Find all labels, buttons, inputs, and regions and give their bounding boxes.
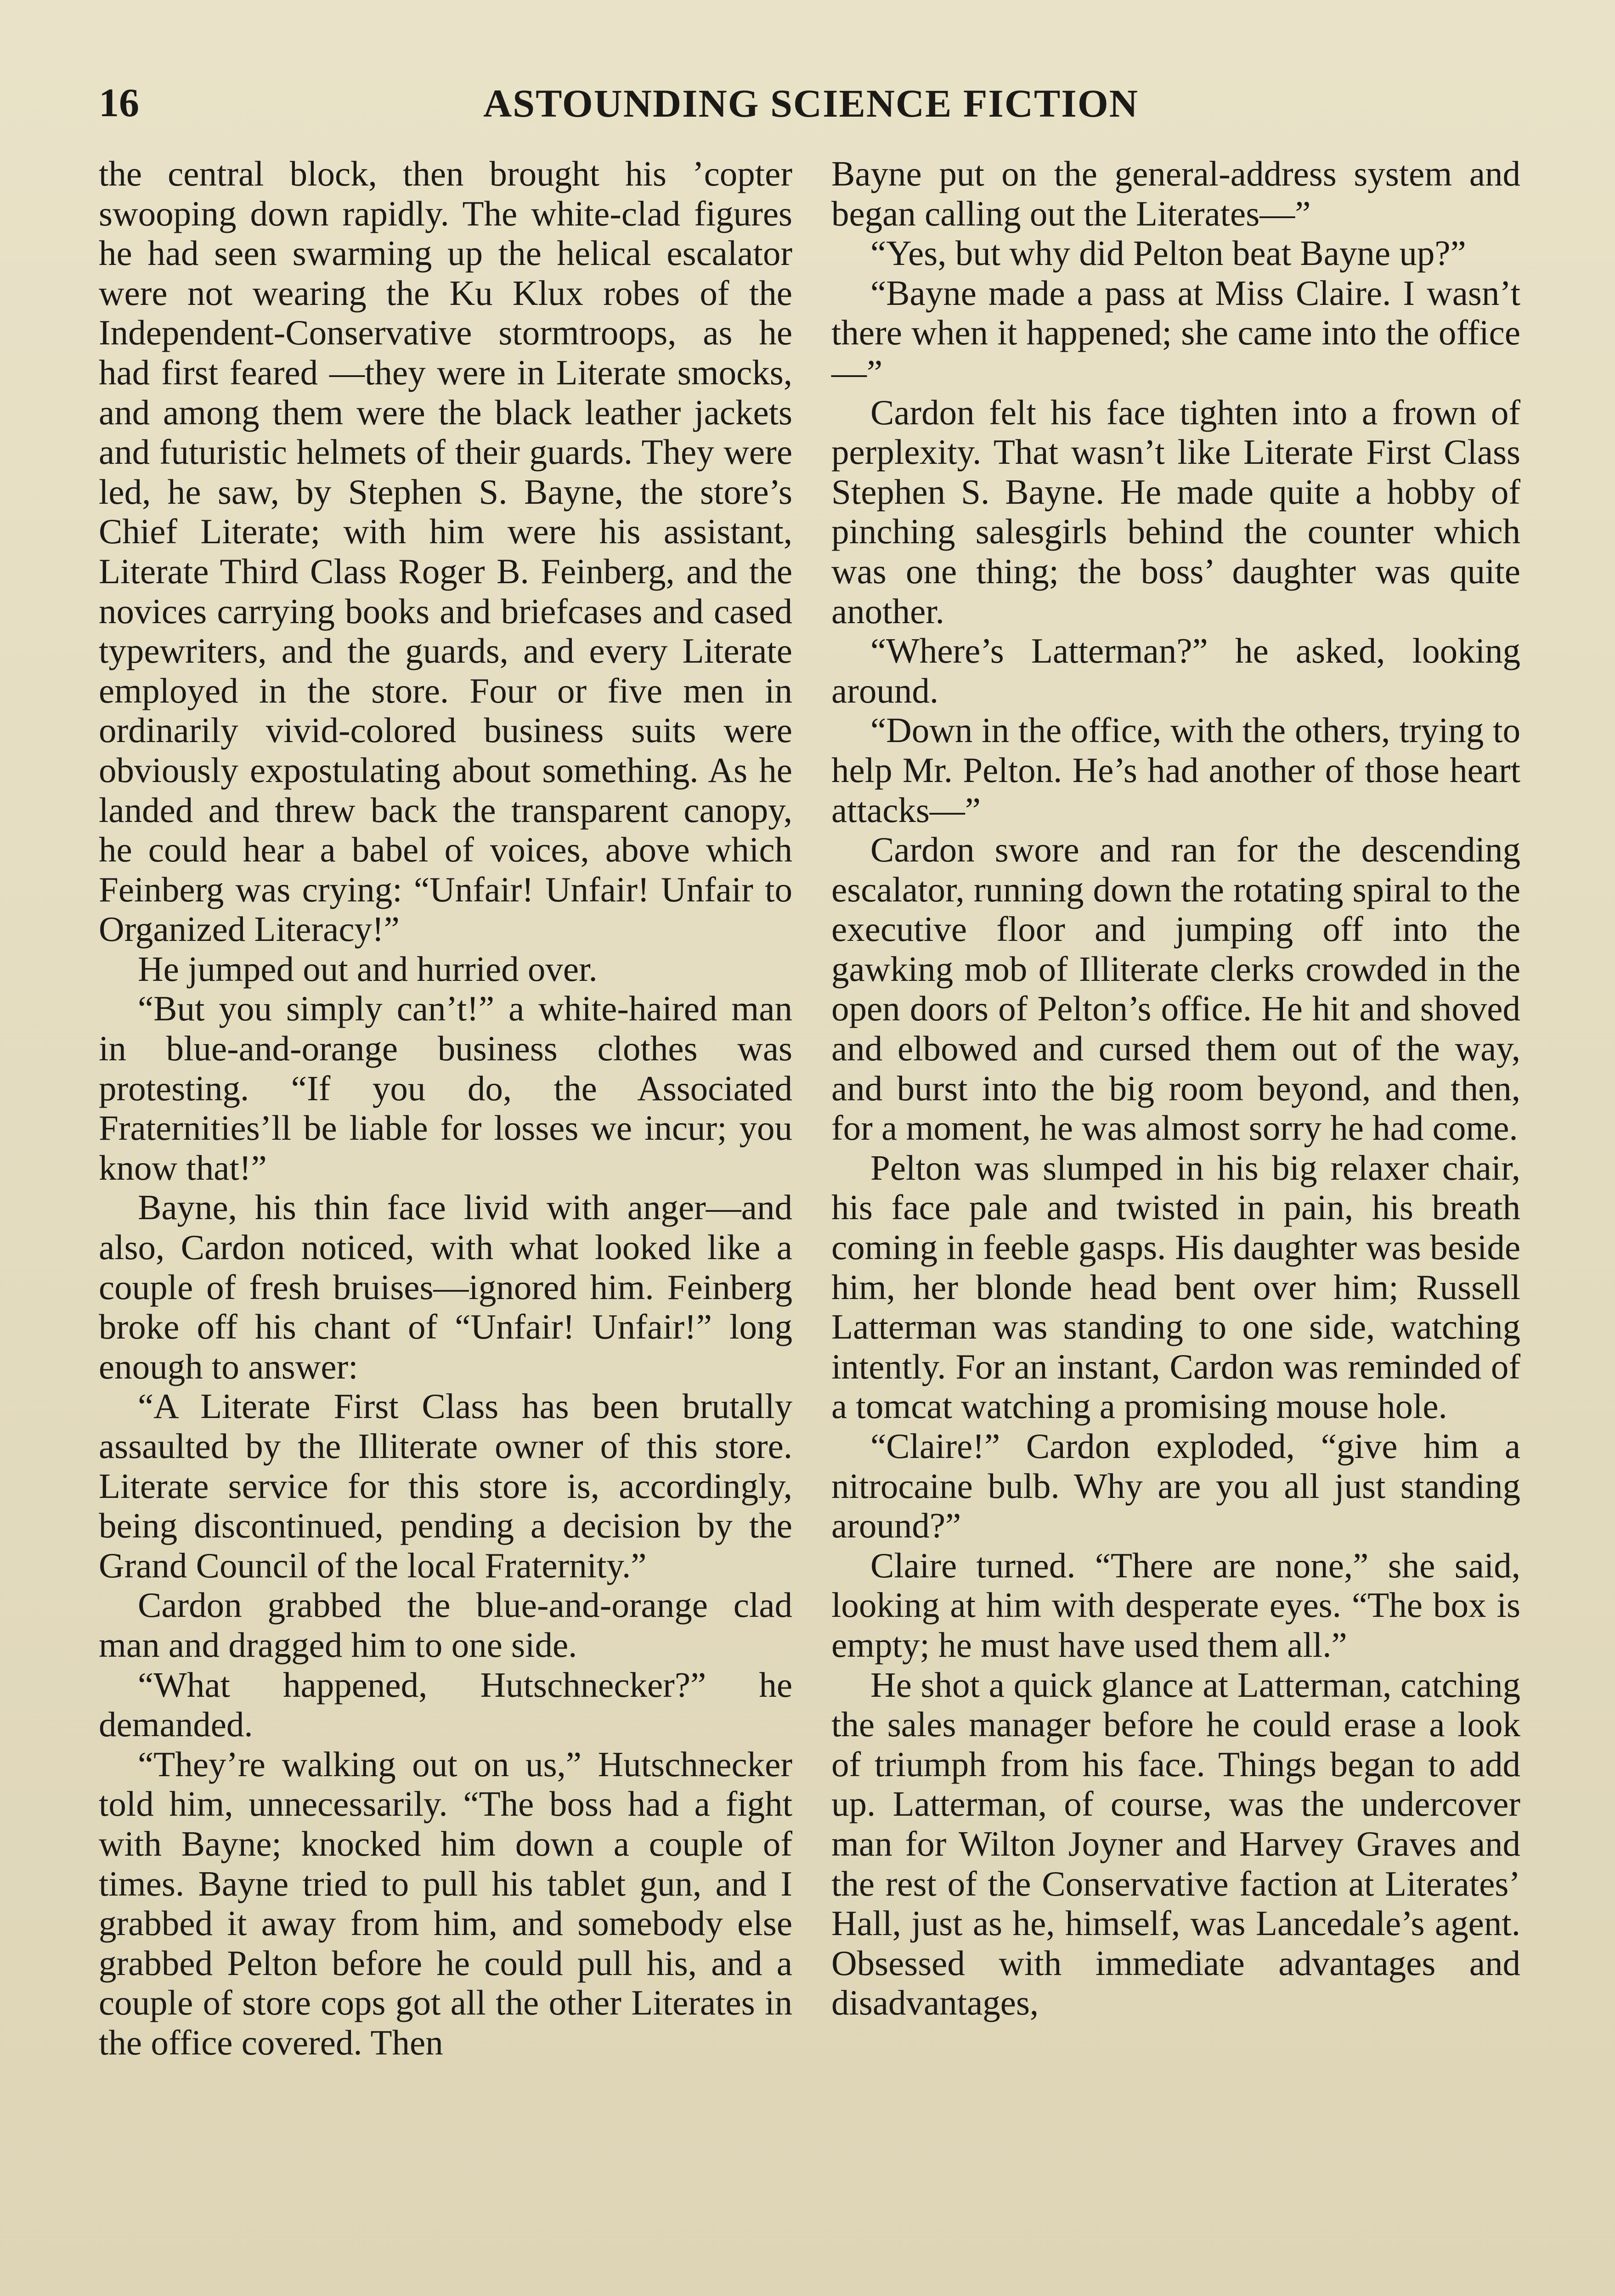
right-paragraph-2: “Yes, but why did Pelton beat Bayne up?” bbox=[870, 233, 1466, 273]
left-paragraph-5: “A Literate First Class has been brutally assaulted by the Illiterate owner of this store. Literate service for this store is, accordingly, being discontinued, pending a decision by the Grand Council of the local Fraternity.” bbox=[99, 1386, 792, 1585]
journal-title: ASTOUNDING SCIENCE FICTION bbox=[483, 81, 1139, 125]
left-paragraph-2: He jumped out and hurried over. bbox=[138, 949, 598, 989]
right-paragraph-4: Cardon felt his face tighten into a frown of perplexity. That wasn’t like Literate First Class Stephen S. Bayne. He made quite a hobby of pinching salesgirls behind the counter which was one thing; the boss’ daughter was quite another. bbox=[831, 392, 1520, 631]
left-column bbox=[99, 154, 792, 2063]
right-paragraph-7: Cardon swore and ran for the descending escalator, running down the rotating spiral to the executive floor and jumping off into the gawking mob of Illiterate clerks crowded in the open doors of Pelton’s office. He hit and shoved and elbowed and cursed them out of the way, and burst into the big room beyond, and then, for a moment, he was almost sorry he had come. bbox=[831, 830, 1520, 1148]
left-paragraph-7: “What happened, Hutschnecker?” he demanded. bbox=[99, 1665, 792, 1745]
left-paragraph-3: “But you simply can’t!” a white-haired man in blue-and-orange business clothes was protesting. “If you do, the Associated Fraternities’ll be liable for losses we incur; you know that!” bbox=[99, 989, 792, 1187]
left-paragraph-1: the central block, then brought his ’copter swooping down rapidly. The white-clad figures he had seen swarming up the helical escalator were not wearing the Ku Klux robes of the Independent-Conservative stormtroops, as he had first feared —they were in Literate smocks, and among them were the black leather jackets and futuristic helmets of their guards. They were led, he saw, by Stephen S. Bayne, the store’s Chief Literate; with him were his assistant, Literate Third Class Roger B. Feinberg, and the novices carrying books and briefcases and cased typewriters, and the guards, and every Literate employed in the store. Four or five men in ordinarily vivid-colored business suits were obviously expostulating about something. As he landed and threw back the transparent canopy, he could hear a babel of voices, above which Feinberg was crying: “Unfair! Unfair! Unfair to Organized Literacy!” bbox=[99, 154, 792, 949]
right-paragraph-9: “Claire!” Cardon exploded, “give him a nitrocaine bulb. Why are you all just standing around?” bbox=[831, 1426, 1520, 1546]
right-paragraph-6: “Down in the office, with the others, trying to help Mr. Pelton. He’s had another of those heart attacks—” bbox=[831, 710, 1520, 830]
right-paragraph-3: “Bayne made a pass at Miss Claire. I wasn’t there when it happened; she came into the office—” bbox=[831, 273, 1520, 392]
running-head bbox=[99, 78, 1523, 129]
page-number: 16 bbox=[99, 81, 139, 125]
right-paragraph-1: Bayne put on the general-address system and began calling out the Literates—” bbox=[831, 154, 1520, 233]
right-paragraph-11: He shot a quick glance at Latterman, catching the sales manager before he could erase a look of triumph from his face. Things began to add up. Latterman, of course, was the undercover man for Wilton Joyner and Harvey Graves and the rest of the Conservative faction at Literates’ Hall, just as he, himself, was Lancedale’s agent. Obsessed with immediate advantages and disadvantages, bbox=[831, 1665, 1520, 2023]
left-paragraph-6: Cardon grabbed the blue-and-orange clad man and dragged him to one side. bbox=[99, 1585, 792, 1665]
right-paragraph-8: Pelton was slumped in his big relaxer chair, his face pale and twisted in pain, his breath coming in feeble gasps. His daughter was beside him, her blonde head bent over him; Russell Latterman was standing to one side, watching intently. For an instant, Cardon was reminded of a tomcat watching a promising mouse hole. bbox=[831, 1148, 1520, 1426]
right-column bbox=[831, 154, 1520, 2023]
left-paragraph-8: “They’re walking out on us,” Hutschnecker told him, unnecessarily. “The boss had a fight with Bayne; knocked him down a couple of times. Bayne tried to pull his tablet gun, and I grabbed it away from him, and somebody else grabbed Pelton before he could pull his, and a couple of store cops got all the other Literates in the office covered. Then bbox=[99, 1744, 792, 2062]
right-paragraph-10: Claire turned. “There are none,” she said, looking at him with desperate eyes. “The box is empty; he must have used them all.” bbox=[831, 1545, 1520, 1665]
right-paragraph-5: “Where’s Latterman?” he asked, looking around. bbox=[831, 631, 1520, 710]
left-paragraph-4: Bayne, his thin face livid with anger—and also, Cardon noticed, with what looked like a couple of fresh bruises—ignored him. Feinberg broke off his chant of “Unfair! Unfair!” long enough to answer: bbox=[99, 1187, 792, 1386]
